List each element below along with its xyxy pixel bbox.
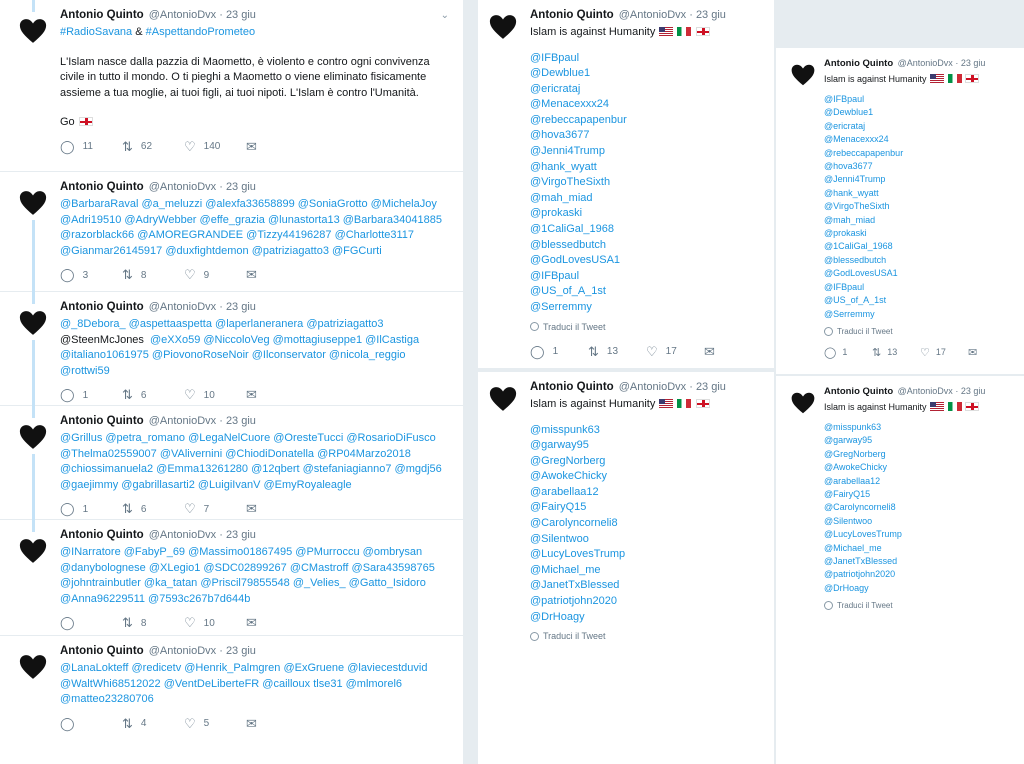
mention-link[interactable]: @US_of_A_1st — [824, 295, 887, 306]
mention-link[interactable]: @AwokeChicky — [530, 470, 607, 483]
author-name[interactable]: Antonio Quinto — [530, 9, 614, 21]
mention-link[interactable]: @DrHoagy — [824, 582, 869, 593]
tweet-time[interactable]: · 23 giu — [689, 381, 726, 393]
italy-flag-icon — [677, 399, 691, 408]
thread-line — [32, 520, 35, 532]
tweet-header — [530, 8, 762, 23]
hashtag-link[interactable]: #AspettandoPrometeo — [145, 26, 256, 38]
envelope-icon: ✉ — [246, 387, 257, 402]
dm-button[interactable] — [246, 267, 308, 283]
tweet-time[interactable]: · 23 giu — [219, 645, 256, 657]
reply-icon: ◯ — [60, 138, 75, 154]
author-handle[interactable]: @AntonioDvx — [897, 58, 953, 68]
mention-link[interactable]: @IFBpaul — [824, 281, 865, 292]
ampersand: & — [135, 26, 143, 38]
tweet[interactable] — [478, 0, 774, 368]
retweet-button[interactable]: ⇅ 62 — [122, 138, 153, 154]
tweet-header — [824, 56, 1012, 71]
translate-link[interactable]: Traduci il Tweet — [530, 322, 762, 332]
mention-link[interactable]: @1CaliGal_1968 — [824, 241, 893, 252]
author-name[interactable]: Antonio Quinto — [60, 181, 144, 193]
tweet-actions — [60, 501, 451, 517]
like-button[interactable]: ♡ 140 — [184, 138, 221, 154]
avatar[interactable] — [18, 188, 48, 218]
tweet-header — [530, 380, 762, 395]
author-name[interactable]: Antonio Quinto — [60, 529, 144, 541]
mention-link[interactable]: @prokaski — [530, 207, 583, 220]
thread-column-left — [0, 0, 463, 764]
dm-button[interactable] — [246, 615, 308, 631]
tweet[interactable] — [776, 376, 1024, 620]
mention-link[interactable]: @misspunk63 — [530, 423, 600, 436]
tweet-time[interactable]: · 23 giu — [955, 58, 986, 68]
plain-mention: @SteenMcJones — [60, 333, 144, 346]
reply-button[interactable]: ◯ 11 — [60, 138, 93, 154]
mention-link[interactable]: @ericrataj — [824, 120, 866, 131]
mention-link[interactable]: @LucyLovesTrump — [530, 548, 626, 561]
tweet-time[interactable]: · 23 giu — [219, 9, 256, 21]
mention-link[interactable]: @Serremmy — [824, 308, 875, 319]
like-button[interactable]: ♡ 17 — [920, 346, 946, 359]
tweet-actions — [60, 387, 451, 403]
mention-link[interactable]: @Dewblue1 — [530, 67, 591, 80]
dm-button[interactable] — [968, 346, 998, 359]
mention-link[interactable]: @rebeccapapenbur — [530, 113, 627, 126]
tweet-tagline: Islam is against Humanity — [530, 397, 762, 413]
heart-icon: ♡ — [184, 267, 196, 282]
author-handle[interactable]: @AntonioDvx — [148, 415, 217, 427]
reply-button[interactable]: ◯ 1 — [824, 346, 848, 359]
envelope-icon: ✉ — [246, 715, 257, 731]
avatar[interactable] — [18, 308, 48, 338]
mention-link[interactable]: @Jenni4Trump — [530, 145, 605, 158]
tweet-mentions[interactable]: @Grillus @petra_romano @LegaNelCuore @OresteTucci @RosarioDiFusco @Thelma02559007 @VAlivernini @ChiodiDonatella @RP04Marzo2018 @chiossimanuela2 @Emma13261280 @12qbert @stefaniagianno7 @mgdj56 @gaejimmy @gabrillasarti2 @LuigiIvanV @EmyRoyaleagle — [60, 432, 442, 491]
mention-link[interactable]: @garway95 — [824, 435, 873, 446]
dm-button[interactable] — [246, 387, 308, 403]
heart-icon: ♡ — [184, 387, 196, 402]
mention-link[interactable]: @garway95 — [530, 439, 589, 452]
tweet[interactable] — [0, 0, 463, 172]
us-flag-icon — [930, 74, 944, 83]
heart-icon: ♡ — [184, 615, 196, 630]
tweet-actions — [60, 139, 451, 155]
mention-link[interactable]: @Silentwoo — [530, 532, 589, 545]
author-name[interactable]: Antonio Quinto — [530, 381, 614, 393]
envelope-icon: ✉ — [246, 501, 257, 516]
mention-link[interactable]: @IFBpaul — [824, 94, 865, 104]
avatar[interactable] — [488, 12, 518, 42]
retweet-icon: ⇅ — [872, 346, 882, 359]
tweet-tagline: Islam is against Humanity — [824, 73, 1012, 85]
england-flag-icon — [696, 399, 710, 408]
globe-icon — [824, 327, 833, 336]
tweet-text-go: Go — [60, 115, 451, 131]
mention-link[interactable]: @hova3677 — [824, 161, 873, 172]
like-button[interactable]: ♡ 10 — [184, 387, 215, 402]
heart-icon: ♡ — [184, 501, 196, 516]
chevron-down-icon[interactable]: ⌄ — [440, 10, 449, 21]
tweet-mentions[interactable]: @BarbaraRaval @a_meluzzi @alexfa33658899 @SoniaGrotto @MichelaJoy @Adri19510 @AdryWebber @effe_grazia @lunastorta13 @Barbara34041885 @razorblack66 @AMOREGRANDEE @Tizzy44196287 @Charlotte3117 @Gianmar26145917 @duxfightdemon @patriziagatto3 @FGCurti — [60, 198, 442, 257]
author-name[interactable]: Antonio Quinto — [60, 415, 144, 427]
mention-link[interactable]: @arabellaa12 — [824, 475, 881, 486]
heart-icon: ♡ — [184, 138, 196, 154]
like-button[interactable]: ♡ 7 — [184, 501, 210, 516]
tweet[interactable] — [776, 48, 1024, 369]
avatar[interactable] — [488, 384, 518, 414]
mention-link[interactable]: @VirgoTheSixth — [824, 201, 890, 212]
tweet-time[interactable]: · 23 giu — [219, 529, 256, 541]
retweet-icon: ⇅ — [122, 501, 133, 516]
mention-link[interactable]: @prokaski — [824, 228, 867, 239]
reply-icon: ◯ — [60, 501, 75, 516]
heart-avatar-icon — [790, 390, 816, 416]
like-button[interactable]: ♡ 10 — [184, 615, 215, 630]
author-handle[interactable]: @AntonioDvx — [148, 529, 217, 541]
tweet-card-mid-bottom[interactable] — [478, 372, 774, 764]
us-flag-icon — [659, 27, 673, 36]
mention-link[interactable]: @patriotjohn2020 — [530, 595, 618, 608]
reply-button[interactable] — [60, 615, 122, 631]
author-handle[interactable]: @AntonioDvx — [148, 181, 217, 193]
heart-icon: ♡ — [920, 346, 930, 359]
mentions-part[interactable]: @_8Debora_ @aspettaaspetta @laperlaneranera @patriziagatto3 — [60, 318, 384, 330]
retweet-button[interactable]: ⇅ 6 — [122, 501, 147, 516]
mention-list — [824, 93, 1012, 321]
translate-link[interactable]: Traduci il Tweet — [824, 327, 1012, 336]
tweet-tagline: Islam is against Humanity — [824, 401, 1012, 413]
author-handle[interactable]: @AntonioDvx — [897, 386, 953, 396]
tweet-mentions[interactable]: @INarratore @FabyP_69 @Massimo01867495 @PMurroccu @ombrysan @danybolognese @XLegio1 @SDC02899267 @CMastroff @Sara43598765 @johntrainbutler @ka_tatan @Priscil79855548 @_Velies_ @Gatto_Isidoro @Anna96229511 @7593c267b7d644b — [60, 546, 435, 605]
mention-link[interactable]: @GregNorberg — [530, 454, 606, 467]
mention-link[interactable]: @patriotjohn2020 — [824, 569, 896, 580]
heart-icon: ♡ — [646, 343, 658, 359]
avatar[interactable] — [790, 62, 816, 88]
author-name[interactable]: Antonio Quinto — [824, 386, 894, 397]
retweet-button[interactable]: ⇅ 6 — [122, 387, 147, 402]
heart-avatar-icon — [18, 308, 48, 338]
author-handle[interactable]: @AntonioDvx — [148, 301, 217, 313]
tweet-actions — [60, 267, 451, 283]
envelope-icon: ✉ — [704, 343, 715, 359]
heart-avatar-icon — [488, 12, 518, 42]
mention-list — [530, 423, 762, 626]
mention-link[interactable]: @FairyQ15 — [824, 489, 871, 500]
tweet-header — [60, 644, 451, 659]
tweet[interactable] — [478, 372, 774, 651]
mention-link[interactable]: @GregNorberg — [824, 448, 886, 459]
reply-button[interactable]: ◯ 1 — [60, 387, 89, 402]
mention-link[interactable]: @mah_miad — [530, 191, 593, 204]
england-flag-icon — [965, 74, 979, 83]
dm-button[interactable] — [246, 139, 308, 155]
mention-link[interactable]: @blessedbutch — [530, 238, 606, 251]
tweet-mentions — [60, 317, 451, 379]
tweet-text: L'Islam nasce dalla pazzia di Maometto, è violento e contro ogni convivenza civile in tutto il mondo. O ti pieghi a Maometto o viene eliminato fisicamente assieme a tua moglie, ai tuoi figli, ai tuoi nipoti. L'Islam è contro l'Umanità. — [60, 55, 430, 99]
mention-link[interactable]: @JanetTxBlessed — [824, 556, 898, 567]
translate-link[interactable]: Traduci il Tweet — [530, 631, 762, 641]
mentions-part[interactable]: @eXXo59 @NiccoloVeg @mottagiuseppe1 @IlCastiga @italiano1061975 @PiovonoRoseNoir @Ilconservator @nicola_reggio @rottwi59 — [60, 333, 420, 377]
translate-link[interactable]: Traduci il Tweet — [824, 601, 1012, 610]
tweet-time[interactable]: · 23 giu — [219, 301, 256, 313]
reply-button[interactable]: ◯ 1 — [60, 501, 89, 516]
mention-link[interactable]: @Menacexxx24 — [530, 98, 610, 111]
reply-icon: ◯ — [60, 387, 75, 402]
heart-avatar-icon — [790, 62, 816, 88]
mention-link[interactable]: @FairyQ15 — [530, 501, 587, 514]
italy-flag-icon — [948, 402, 962, 411]
mention-link[interactable]: @misspunk63 — [824, 422, 882, 432]
tweet-header — [60, 414, 451, 429]
heart-avatar-icon — [18, 16, 48, 46]
heart-avatar-icon — [18, 188, 48, 218]
hashtag-link[interactable]: #RadioSavana — [60, 26, 133, 38]
dm-button[interactable] — [246, 501, 308, 517]
mention-link[interactable]: @1CaliGal_1968 — [530, 223, 614, 236]
tweet-time[interactable]: · 23 giu — [689, 9, 726, 21]
england-flag-icon — [696, 27, 710, 36]
mention-link[interactable]: @Michael_me — [824, 542, 882, 553]
retweet-button[interactable]: ⇅ 13 — [588, 343, 619, 359]
thread-line — [32, 406, 35, 418]
author-name[interactable]: Antonio Quinto — [824, 58, 894, 69]
retweet-icon: ⇅ — [122, 715, 133, 731]
tweet[interactable] — [0, 520, 463, 636]
mention-link[interactable]: @blessedbutch — [824, 254, 887, 265]
reply-icon: ◯ — [60, 615, 75, 630]
mention-link[interactable]: @AwokeChicky — [824, 462, 887, 473]
england-flag-icon — [965, 402, 979, 411]
tweet-time[interactable]: · 23 giu — [955, 386, 986, 396]
author-handle[interactable]: @AntonioDvx — [618, 381, 687, 393]
mention-link[interactable]: @ericrataj — [530, 82, 581, 95]
tweet-header — [60, 528, 451, 543]
retweet-button[interactable]: ⇅ 13 — [872, 346, 898, 359]
mention-link[interactable]: @hank_wyatt — [824, 187, 879, 198]
tweet-card-mid-top[interactable] — [478, 0, 774, 368]
reply-icon: ◯ — [60, 715, 75, 731]
tweet-card-right-bottom[interactable] — [776, 376, 1024, 764]
mention-link[interactable]: @Michael_me — [530, 563, 601, 576]
mention-link[interactable]: @Carolyncorneli8 — [530, 517, 618, 530]
author-handle[interactable]: @AntonioDvx — [618, 9, 687, 21]
tweet-actions — [824, 346, 1012, 359]
mention-link[interactable]: @mah_miad — [824, 214, 876, 225]
tweet-actions — [530, 344, 762, 360]
reply-icon: ◯ — [60, 267, 75, 282]
globe-icon — [530, 632, 539, 641]
avatar[interactable] — [18, 16, 48, 46]
envelope-icon: ✉ — [246, 138, 257, 154]
mention-link[interactable]: @VirgoTheSixth — [530, 176, 611, 189]
italy-flag-icon — [948, 74, 962, 83]
tweet-tagline: Islam is against Humanity — [530, 25, 762, 41]
mention-link[interactable]: @DrHoagy — [530, 610, 585, 623]
tweet[interactable] — [0, 406, 463, 520]
heart-avatar-icon — [18, 422, 48, 452]
tweet-header — [60, 300, 451, 315]
mention-link[interactable]: @arabellaa12 — [530, 485, 599, 498]
mention-link[interactable]: @IFBpaul — [530, 51, 580, 64]
mention-link[interactable]: @rebeccapapenbur — [824, 147, 904, 158]
us-flag-icon — [659, 399, 673, 408]
retweet-icon: ⇅ — [122, 267, 133, 282]
england-flag-icon — [79, 117, 93, 126]
reply-button[interactable]: ◯ 1 — [530, 343, 559, 359]
globe-icon — [530, 322, 539, 331]
mention-link[interactable]: @LucyLovesTrump — [824, 529, 902, 540]
reply-icon: ◯ — [530, 343, 545, 359]
heart-icon: ♡ — [184, 715, 196, 731]
mention-link[interactable]: @Menacexxx24 — [824, 134, 889, 145]
mention-link[interactable]: @hova3677 — [530, 129, 590, 142]
mention-link[interactable]: @JanetTxBlessed — [530, 579, 620, 592]
envelope-icon: ✉ — [968, 346, 978, 359]
avatar[interactable] — [790, 390, 816, 416]
dm-button[interactable] — [704, 344, 762, 360]
mention-link[interactable]: @GodLovesUSA1 — [530, 254, 621, 267]
mention-link[interactable]: @Serremmy — [530, 301, 592, 313]
thread-line — [32, 454, 35, 520]
retweet-button[interactable]: ⇅ 4 — [122, 715, 147, 731]
avatar[interactable] — [18, 422, 48, 452]
author-handle[interactable]: @AntonioDvx — [148, 9, 217, 21]
heart-avatar-icon — [18, 536, 48, 566]
tweet-card-right-top[interactable] — [776, 48, 1024, 374]
mention-link[interactable]: @Jenni4Trump — [824, 174, 886, 185]
like-button[interactable]: ♡ 5 — [184, 715, 210, 731]
tweet-time[interactable]: · 23 giu — [219, 415, 256, 427]
retweet-icon: ⇅ — [122, 615, 133, 630]
tweet[interactable] — [0, 636, 463, 746]
heart-avatar-icon — [18, 652, 48, 682]
us-flag-icon — [930, 402, 944, 411]
reply-button[interactable] — [60, 716, 122, 732]
like-button[interactable]: ♡ 9 — [184, 267, 210, 282]
thread-line — [32, 220, 35, 292]
mention-link[interactable]: @Silentwoo — [824, 515, 873, 526]
tweet-time[interactable]: · 23 giu — [219, 181, 256, 193]
mention-link[interactable]: @hank_wyatt — [530, 160, 597, 173]
mention-link[interactable]: @GodLovesUSA1 — [824, 268, 898, 279]
mention-link[interactable]: @Dewblue1 — [824, 107, 874, 118]
globe-icon — [824, 601, 833, 610]
retweet-button[interactable]: ⇅ 8 — [122, 267, 147, 282]
retweet-icon: ⇅ — [122, 138, 133, 154]
heart-avatar-icon — [488, 384, 518, 414]
tweet-header — [824, 384, 1012, 399]
mention-link[interactable]: @Carolyncorneli8 — [824, 502, 896, 513]
thread-line — [32, 292, 35, 304]
author-name[interactable]: Antonio Quinto — [60, 9, 144, 21]
mention-link[interactable]: @IFBpaul — [530, 269, 580, 282]
dm-button[interactable] — [246, 716, 308, 732]
retweet-icon: ⇅ — [122, 387, 133, 402]
reply-icon: ◯ — [824, 346, 837, 359]
italy-flag-icon — [677, 27, 691, 36]
tweet-mentions[interactable]: @LanaLokteff @redicetv @Henrik_Palmgren @ExGruene @laviecestduvid @WaltWhi68512022 @VentDeLiberteFR @cailloux tlse31 @mlmorel6 @matteo23280706 — [60, 662, 428, 705]
author-name[interactable]: Antonio Quinto — [60, 645, 144, 657]
mention-link[interactable]: @US_of_A_1st — [530, 285, 606, 298]
tweet-actions — [60, 615, 451, 631]
thread-line — [32, 340, 35, 406]
mention-list — [530, 51, 762, 316]
tweet-body — [60, 25, 451, 131]
retweet-icon: ⇅ — [588, 343, 599, 359]
avatar[interactable] — [18, 652, 48, 682]
envelope-icon: ✉ — [246, 615, 257, 630]
envelope-icon: ✉ — [246, 267, 257, 282]
mention-list — [824, 421, 1012, 595]
avatar[interactable] — [18, 536, 48, 566]
like-button[interactable]: ♡ 17 — [646, 343, 677, 359]
tweet[interactable] — [0, 292, 463, 406]
tweet[interactable] — [0, 172, 463, 292]
reply-button[interactable]: ◯ 3 — [60, 267, 89, 282]
retweet-button[interactable]: ⇅ 8 — [122, 615, 147, 630]
author-name[interactable]: Antonio Quinto — [60, 301, 144, 313]
tweet-header — [60, 180, 451, 195]
tweet-actions — [60, 716, 451, 732]
tweet-header — [60, 8, 451, 23]
author-handle[interactable]: @AntonioDvx — [148, 645, 217, 657]
